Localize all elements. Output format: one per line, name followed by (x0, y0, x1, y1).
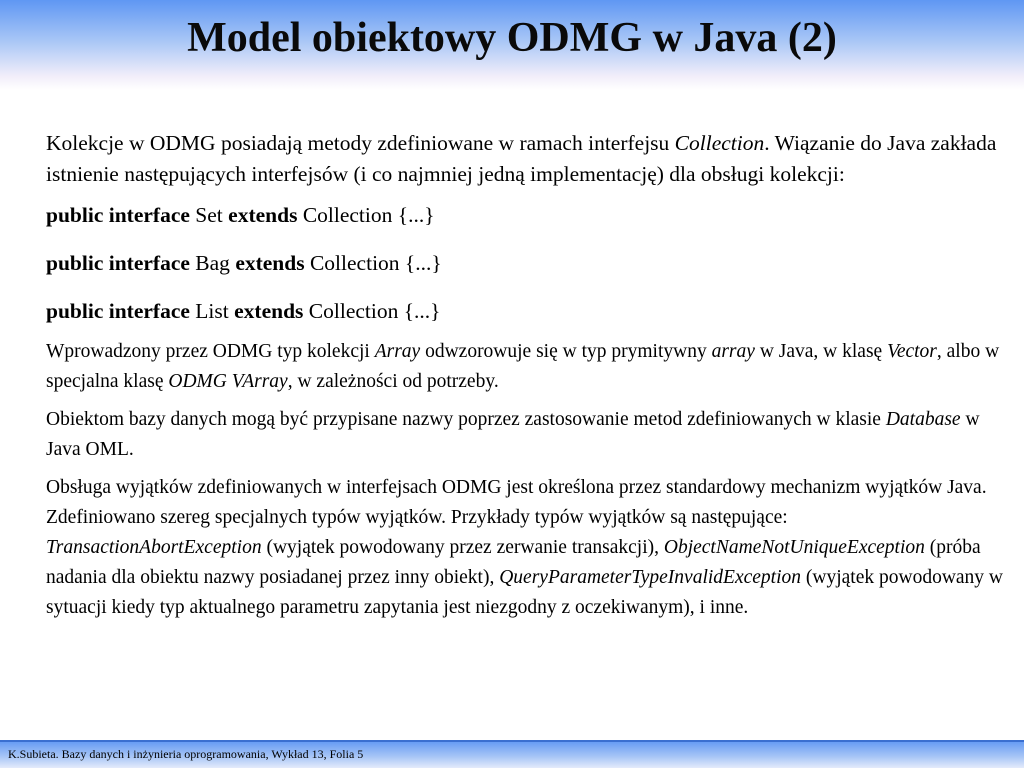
slide-title: Model obiektowy ODMG w Java (2) (187, 15, 837, 61)
database-term: Database (885, 409, 961, 430)
code-line-list (46, 296, 1006, 327)
exceptions-text: (wyjątek powodowany przez zerwanie transakcji), (261, 537, 664, 558)
names-paragraph (46, 405, 1006, 465)
names-text: Obiektom bazy danych mogą być przypisane nazwy poprzez zastosowanie metod zdefiniowanych w klasie (46, 409, 886, 430)
code-rest: Collection {...} (303, 299, 441, 323)
interface-name: Set (189, 203, 229, 227)
array-text: Wprowadzony przez ODMG typ kolekcji (46, 341, 375, 362)
footer-divider (0, 740, 1024, 742)
array-text: odwzorowuje się w typ prymitywny (420, 341, 712, 362)
code-keyword: extends (235, 251, 305, 275)
code-rest: Collection {...} (297, 203, 435, 227)
code-line-bag (46, 248, 1006, 279)
array-paragraph (46, 337, 1006, 397)
code-keyword: extends (228, 203, 298, 227)
names-text: w Java OML. (46, 409, 980, 460)
interface-name: List (189, 299, 235, 323)
interface-name: Bag (189, 251, 236, 275)
exception-term: QueryParameterTypeInvalidException (499, 567, 802, 588)
intro-paragraph (46, 128, 1006, 190)
slide-header (0, 0, 1024, 90)
array-text: , w zależności od potrzeby. (287, 371, 499, 392)
code-keyword: public interface (46, 203, 190, 227)
exceptions-text: (próba nadania dla obiektu nazwy posiadanej przez inny obiekt), (46, 537, 981, 588)
code-keyword: extends (234, 299, 304, 323)
exceptions-text: (wyjątek powodowany w sytuacji kiedy typ aktualnego parametru zapytania jest niezgodny z oczekiwanym), i inne. (46, 567, 1004, 618)
array-text: , albo w specjalna klasę (46, 341, 1000, 392)
slide-content (46, 128, 1006, 631)
exceptions-text: Obsługa wyjątków zdefiniowanych w interfejsach ODMG jest określona przez standardowy mechanizm wyjątków Java. Zdefiniowano szereg specjalnych typów wyjątków. Przykłady typów wyjątków są następujące: (46, 477, 987, 528)
footer-text: K.Subieta. Bazy danych i inżynieria oprogramowania, Wykład 13, Folia 5 (8, 747, 364, 761)
intro-text-cont: . Wiązanie do Java zakłada istnienie następujących interfejsów (i co najmniej jedną implementację) dla obsługi kolekcji: (46, 131, 997, 186)
slide-footer (0, 740, 1024, 768)
exception-term: ObjectNameNotUniqueException (663, 537, 925, 558)
intro-text: Kolekcje w ODMG posiadają metody zdefiniowane w ramach interfejsu (46, 131, 675, 155)
exceptions-paragraph (46, 473, 1006, 623)
varray-term: ODMG VArray (168, 371, 288, 392)
collection-term: Collection (674, 131, 765, 155)
code-keyword: public interface (46, 299, 190, 323)
code-rest: Collection {...} (304, 251, 442, 275)
vector-term: Vector (887, 341, 937, 362)
code-line-set (46, 200, 1006, 231)
code-keyword: public interface (46, 251, 190, 275)
array-term: Array (374, 341, 421, 362)
exception-term: TransactionAbortException (46, 537, 262, 558)
array-primitive-term: array (711, 341, 755, 362)
array-text: w Java, w klasę (754, 341, 888, 362)
